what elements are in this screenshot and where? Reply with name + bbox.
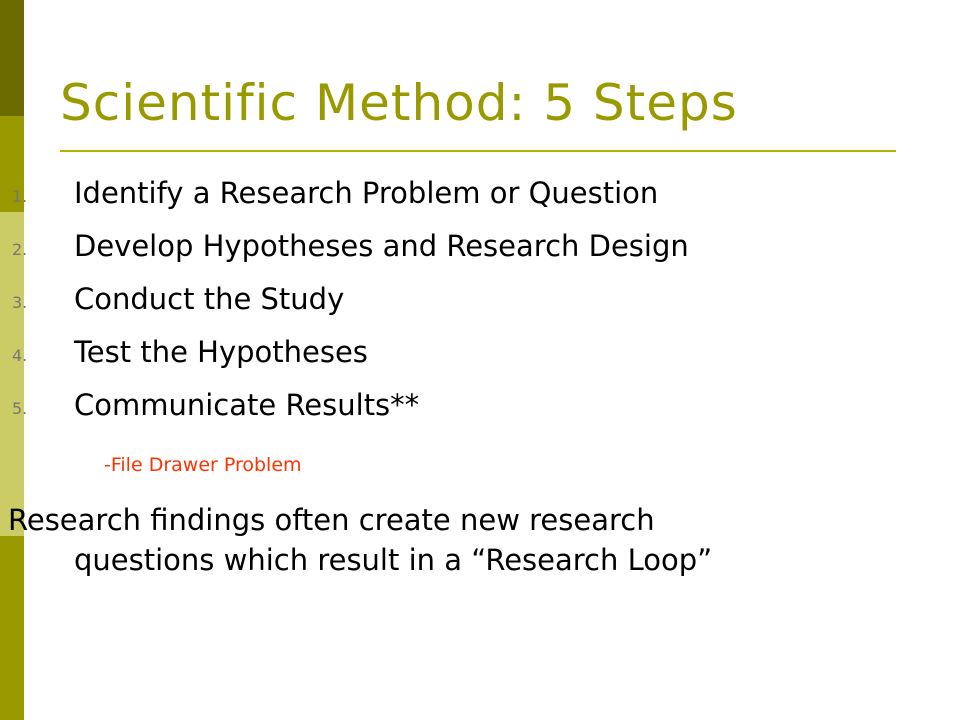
step-text: Conduct the Study (74, 282, 345, 316)
paragraph-line-2: questions which result in a “Research Loop” (74, 543, 713, 577)
step-text: Test the Hypotheses (74, 335, 368, 369)
slide-title: Scientific Method: 5 Steps (60, 74, 738, 132)
file-drawer-note: -File Drawer Problem (104, 454, 302, 476)
step-number: 5. (12, 399, 28, 418)
title-underline (60, 150, 896, 152)
sidebar-stripe-light (0, 212, 24, 536)
step-number: 3. (12, 293, 28, 312)
paragraph-line-1: Research findings often create new research (8, 503, 655, 537)
step-number: 2. (12, 240, 28, 259)
step-text: Identify a Research Problem or Question (74, 176, 659, 210)
step-text: Develop Hypotheses and Research Design (74, 229, 689, 263)
research-loop-paragraph (8, 500, 908, 580)
step-text: Communicate Results** (74, 388, 420, 422)
step-number: 4. (12, 346, 28, 365)
sidebar-stripe-top (0, 0, 24, 116)
step-number: 1. (12, 187, 28, 206)
